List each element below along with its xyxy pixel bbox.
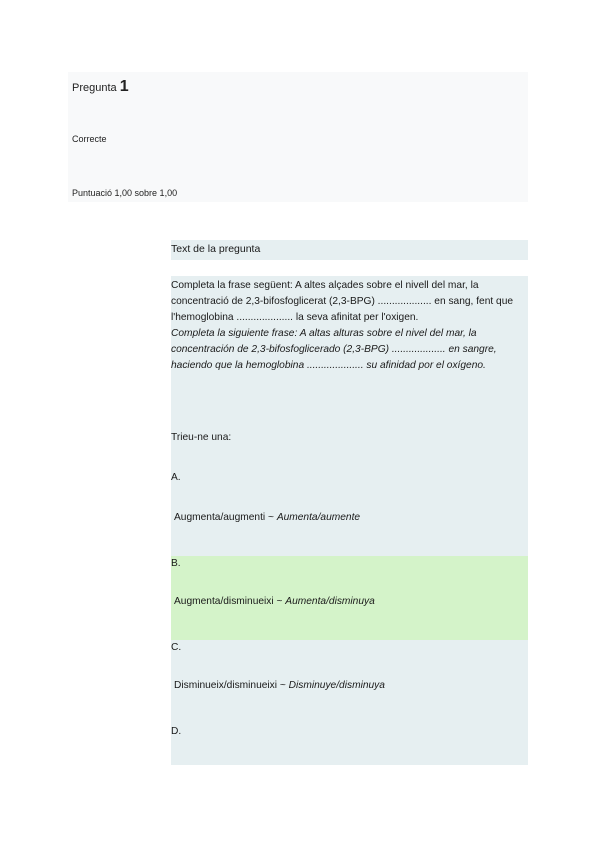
question-content	[171, 276, 528, 765]
answer-catalan: Augmenta/disminueixi	[174, 596, 274, 607]
answer-option-c[interactable]	[171, 640, 528, 724]
answer-label	[174, 596, 375, 607]
question-text-spanish: Completa la siguiente frase: A altas alturas sobre el nivel del mar, la concentración de 2,3-bifosfoglicerado (2,3-BPG) ................... en sangre, haciendo que la hemoglobina .................... su afinidad por el oxígeno.	[171, 328, 497, 371]
question-label: Pregunta	[72, 82, 117, 94]
answer-separator: ~	[277, 680, 289, 691]
answer-separator: ~	[265, 512, 277, 523]
question-grade: Puntuació 1,00 sobre 1,00	[72, 188, 178, 198]
answer-separator: ~	[273, 596, 286, 607]
answer-label	[174, 512, 360, 523]
answer-catalan: Augmenta/augmenti	[174, 512, 266, 523]
answer-letter: B.	[171, 558, 181, 569]
answer-spanish: Aumenta/disminuya	[285, 596, 375, 607]
answer-option-d[interactable]	[171, 724, 528, 765]
question-heading	[72, 78, 129, 96]
answer-option-b[interactable]	[171, 556, 528, 640]
answer-letter: C.	[171, 642, 182, 653]
question-text	[171, 278, 523, 374]
answer-prompt: Trieu-ne una:	[171, 432, 232, 443]
question-info-panel	[68, 72, 528, 202]
answer-catalan: Disminueix/disminueixi	[174, 680, 278, 691]
question-text-title-label: Text de la pregunta	[171, 243, 261, 255]
answer-letter: A.	[171, 472, 181, 483]
answer-option-a[interactable]	[171, 472, 528, 556]
answer-spanish: Aumenta/aumente	[276, 512, 361, 523]
answer-letter: D.	[171, 726, 182, 737]
answer-label	[174, 680, 385, 691]
question-text-catalan: Completa la frase següent: A altes alçades sobre el nivell del mar, la concentració de 2,3-bifosfoglicerat (2,3-BPG) ................... en sang, fent que l'hemoglobina .................... la seva afinitat per l'oxigen.	[171, 280, 514, 323]
question-state: Correcte	[72, 134, 107, 144]
question-number: 1	[119, 78, 129, 95]
answer-spanish: Disminuye/disminuya	[288, 680, 385, 691]
question-text-title	[171, 240, 528, 260]
